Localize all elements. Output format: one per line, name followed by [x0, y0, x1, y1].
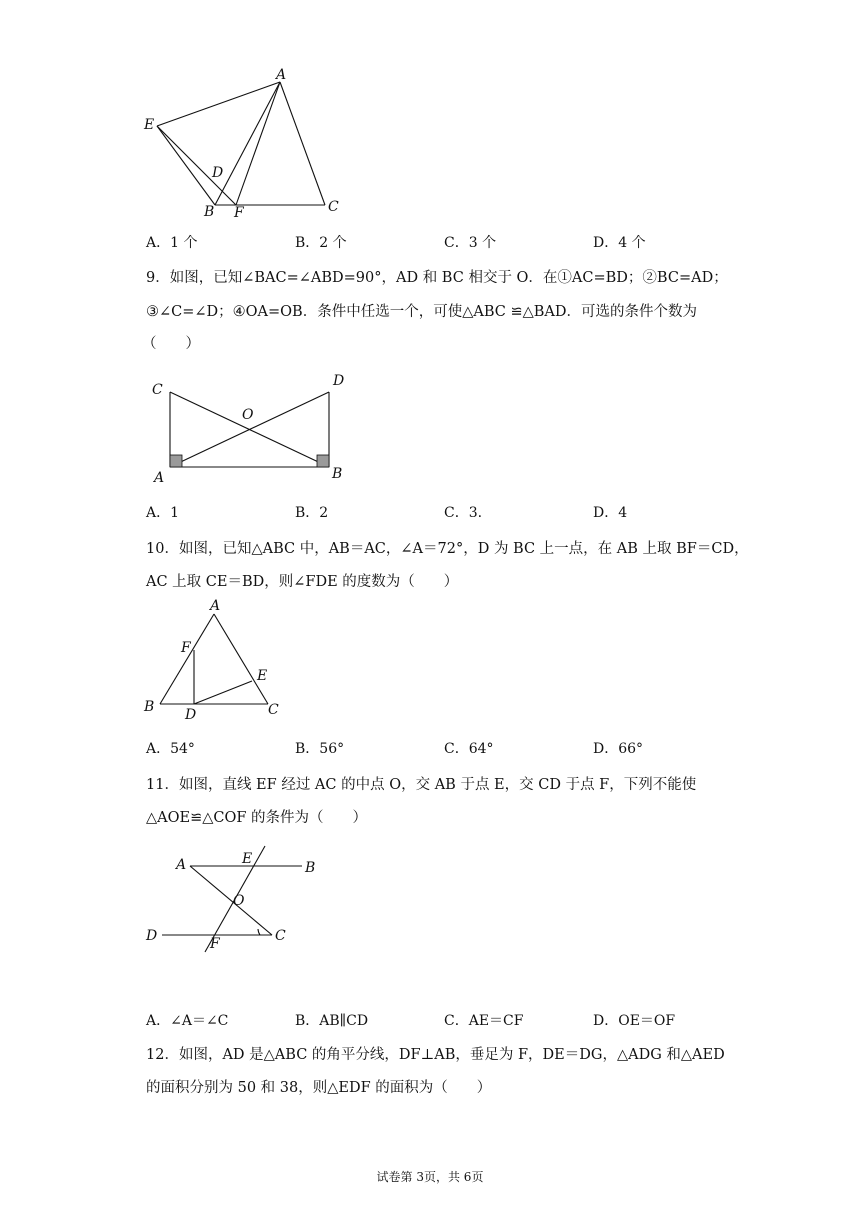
q8-label-C: C: [328, 199, 339, 215]
q11-option-a: A．∠A＝∠C: [146, 1013, 229, 1029]
q10-label-D: D: [185, 707, 197, 723]
q8-label-E: E: [144, 117, 155, 133]
q11-figure: [140, 836, 340, 960]
q9-label-A: A: [154, 470, 165, 486]
q10-label-F: F: [181, 640, 191, 656]
q9-option-d: D．4: [593, 505, 628, 521]
q10-option-d: D．66°: [593, 741, 644, 757]
q8-label-B: B: [204, 204, 215, 220]
q10-label-A: A: [210, 598, 221, 614]
q11-label-O: O: [233, 893, 245, 909]
q11-option-b: B．AB∥CD: [295, 1013, 369, 1029]
q9-label-D: D: [333, 373, 345, 389]
q11-option-c: C．AE＝CF: [444, 1013, 524, 1029]
q9-option-b: B．2: [295, 505, 329, 521]
q8-figure: [140, 64, 350, 224]
q11-label-B: B: [305, 860, 316, 876]
q9-label-C: C: [152, 382, 163, 398]
q8-option-a: A．1 个: [146, 235, 198, 251]
q11-line-2: △AOE≌△COF 的条件为（ ）: [146, 810, 368, 826]
q8-label-F: F: [234, 205, 244, 221]
q9-line-1: 9．如图，已知∠BAC=∠ABD=90°，AD 和 BC 相交于 O．在①AC=BD；②BC=AD；: [146, 270, 728, 286]
q10-line-2: AC 上取 CE＝BD，则∠FDE 的度数为（ ）: [146, 574, 459, 590]
q10-figure: [140, 596, 290, 722]
q9-label-B: B: [332, 466, 343, 482]
q9-option-c: C．3.: [444, 505, 483, 521]
q11-label-C: C: [275, 928, 286, 944]
q11-label-D: D: [146, 928, 158, 944]
q11-label-F: F: [210, 936, 220, 952]
page-footer: 试卷第 3页，共 6页: [376, 1170, 484, 1184]
q10-label-C: C: [268, 702, 279, 718]
q10-label-B: B: [144, 699, 155, 715]
q11-label-A: A: [176, 857, 187, 873]
q10-line-1: 10．如图，已知△ABC 中，AB＝AC，∠A＝72°，D 为 BC 上一点，在 AB 上取 BF＝CD，: [146, 541, 749, 557]
q10-option-a: A．54°: [146, 741, 195, 757]
q9-label-O: O: [242, 407, 254, 423]
q11-label-E: E: [242, 851, 253, 867]
q10-label-E: E: [257, 668, 268, 684]
q9-line-3: （ ）: [142, 336, 200, 352]
q8-label-A: A: [276, 67, 287, 83]
q9-figure: [140, 366, 360, 486]
q8-label-D: D: [212, 165, 224, 181]
q9-line-2: ③∠C=∠D；④OA=OB．条件中任选一个，可使△ABC ≌△BAD．可选的条件个数为: [146, 304, 698, 320]
q12-line-2: 的面积分别为 50 和 38，则△EDF 的面积为（ ）: [146, 1080, 492, 1096]
q11-line-1: 11．如图，直线 EF 经过 AC 的中点 O，交 AB 于点 E，交 CD 于点 F，下列不能使: [146, 777, 697, 793]
q8-option-d: D．4 个: [593, 235, 646, 251]
q9-option-a: A．1: [146, 505, 180, 521]
q10-option-b: B．56°: [295, 741, 345, 757]
q11-option-d: D．OE＝OF: [593, 1013, 676, 1029]
q8-option-c: C．3 个: [444, 235, 497, 251]
q8-option-b: B．2 个: [295, 235, 347, 251]
q12-line-1: 12．如图，AD 是△ABC 的角平分线，DF⊥AB，垂足为 F，DE＝DG，△ADG 和△AED: [146, 1047, 725, 1063]
q10-option-c: C．64°: [444, 741, 494, 757]
